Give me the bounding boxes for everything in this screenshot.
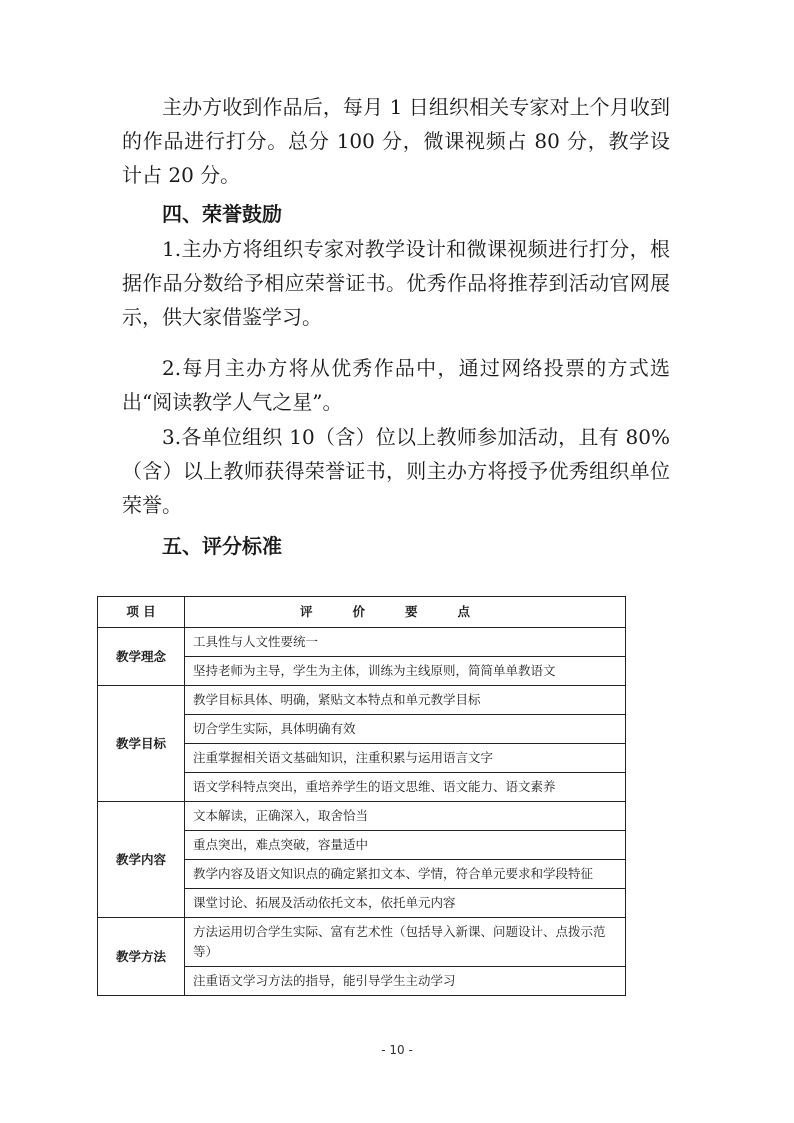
table-cell-point: 方法运用切合学生实际、富有艺术性（包括导入新课、问题设计、点拨示范等） <box>185 918 626 967</box>
table-cell-point: 切合学生实际，具体明确有效 <box>185 715 626 744</box>
table-cell-point: 重点突出，难点突破，容量适中 <box>185 831 626 860</box>
header-points: 评价要点 <box>185 597 626 628</box>
table-row <box>98 628 626 657</box>
table-row <box>98 802 626 831</box>
heading-scoring-criteria: 五、评分标准 <box>162 534 282 558</box>
page-number: - 10 - <box>381 1043 413 1057</box>
table-cell-point: 教学内容及语文知识点的确定紧扣文本、学情，符合单元要求和学段特征 <box>185 860 626 889</box>
paragraph-scoring-intro: 主办方收到作品后，每月 1 日组织相关专家对上个月收到的作品进行打分。总分 100 分，微课视频占 80 分，教学设计占 20 分。 <box>122 95 670 187</box>
table-cell-point: 课堂讨论、拓展及活动依托文本，依托单元内容 <box>185 889 626 918</box>
paragraph-honor-2: 2.每月主办方将从优秀作品中，通过网络投票的方式选出“阅读教学人气之星”。 <box>122 356 670 414</box>
table-cell-point: 文本解读，正确深入，取舍恰当 <box>185 802 626 831</box>
table-cell-point: 工具性与人文性要统一 <box>185 628 626 657</box>
paragraph-honor-1: 1.主办方将组织专家对教学设计和微课视频进行打分，根据作品分数给予相应荣誉证书。优秀作品将推荐到活动官网展示，供大家借鉴学习。 <box>122 237 670 329</box>
table-row <box>98 918 626 967</box>
table-cell-point: 注重掌握相关语文基础知识，注重积累与运用语言文字 <box>185 744 626 773</box>
table-cell-point: 坚持老师为主导，学生为主体，训练为主线原则，简简单单教语文 <box>185 657 626 686</box>
heading-honor-encouragement: 四、荣誉鼓励 <box>162 202 282 226</box>
table-cell-point: 教学目标具体、明确，紧贴文本特点和单元教学目标 <box>185 686 626 715</box>
paragraph-honor-3: 3.各单位组织 10（含）位以上教师参加活动，且有 80%（含）以上教师获得荣誉证书，则主办方将授予优秀组织单位荣誉。 <box>122 425 670 517</box>
category-teaching-philosophy: 教学理念 <box>98 628 185 686</box>
table-row <box>98 686 626 715</box>
table-cell-point: 语文学科特点突出，重培养学生的语文思维、语文能力、语文素养 <box>185 773 626 802</box>
category-teaching-goals: 教学目标 <box>98 686 185 802</box>
scoring-criteria-table <box>97 596 626 996</box>
table-cell-point: 注重语文学习方法的指导，能引导学生主动学习 <box>185 967 626 996</box>
category-teaching-content: 教学内容 <box>98 802 185 918</box>
header-item: 项 目 <box>98 597 185 628</box>
table-header-row <box>98 597 626 628</box>
category-teaching-methods: 教学方法 <box>98 918 185 996</box>
